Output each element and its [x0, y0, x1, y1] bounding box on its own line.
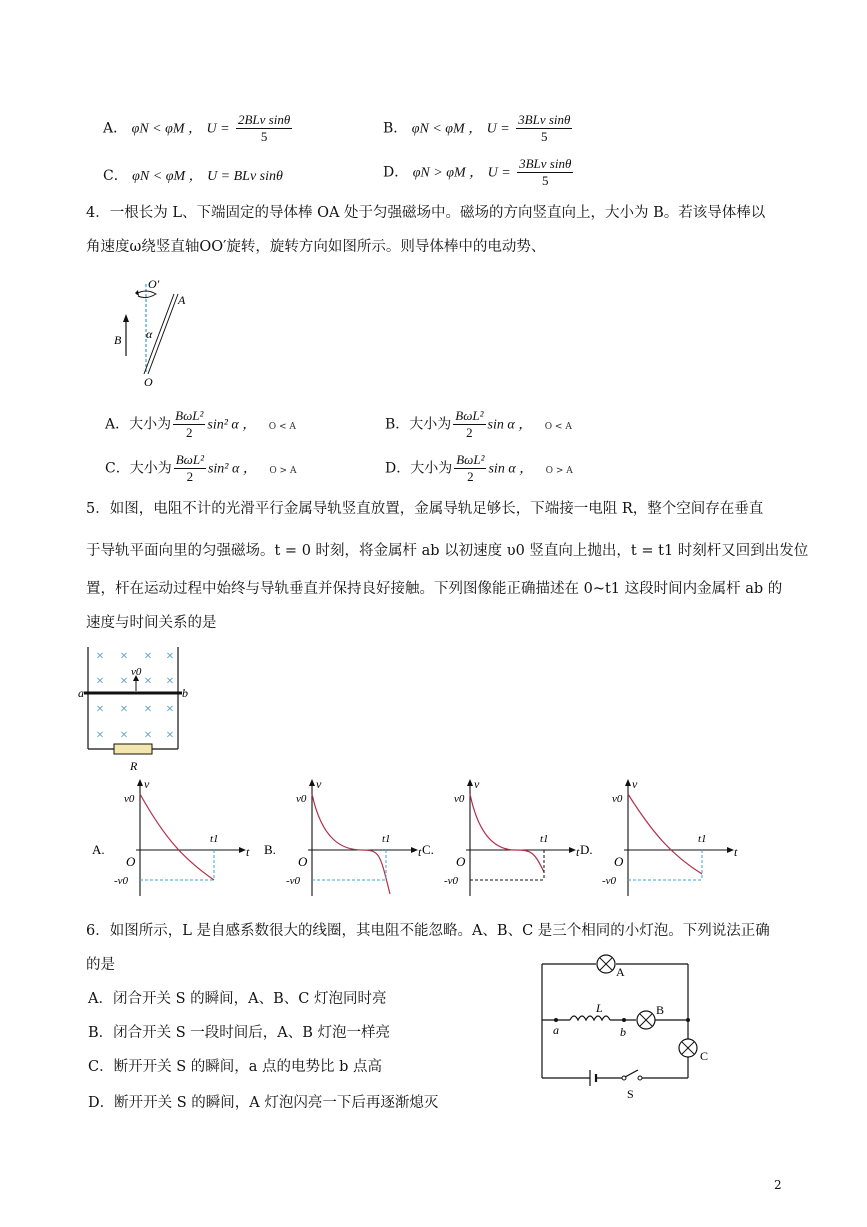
label-alpha: α [146, 327, 153, 341]
svg-text:×: × [96, 702, 104, 717]
velocity-curve [628, 794, 702, 874]
q6-option-c[interactable]: C．断开开关 S 的瞬间，a 点的电势比 b 点高 [88, 1059, 382, 1075]
q6-stem-line1: 6．如图所示，L 是自感系数很大的线圈，其电阻不能忽略。A、B、C 是三个相同的小灯泡。下列说法正确 [86, 923, 770, 939]
q6-option-a[interactable]: A．闭合开关 S 的瞬间，A、B、C 灯泡同时亮 [88, 991, 387, 1007]
label-v: v [474, 777, 480, 791]
label-neg-v0: -v0 [114, 875, 129, 887]
q3-option-d[interactable]: D． φN > φM ， U = $\frac{\text{3BLv sinθ}}{5}$ [383, 156, 572, 188]
q5-rail-figure [78, 643, 188, 773]
svg-text:×: × [166, 649, 174, 664]
velocity-curve [470, 794, 544, 872]
graph-option-label: D. [580, 842, 593, 857]
t-axis-arrow-icon [569, 847, 576, 853]
svg-text:×: × [96, 649, 104, 664]
label-origin: O [614, 854, 624, 869]
label-t1: t1 [382, 833, 391, 845]
label-node-a: a [553, 1023, 559, 1037]
fraction: $\frac{\text{BωL²}}{2}$ [456, 452, 485, 484]
q5-stem-line3: 置，杆在运动过程中始终与导轨垂直并保持良好接触。下列图像能正确描述在 0~t1 这段时间内金属杆 ab 的 [86, 581, 783, 597]
v-axis-arrow-icon [309, 779, 315, 786]
v-axis-arrow-icon [625, 779, 631, 786]
q4-stem-line1: 4．一根长为 L、下端固定的导体棒 OA 处于匀强磁场中。磁场的方向竖直向上，大小为 B。若该导体棒以 [86, 205, 766, 221]
velocity-curve [140, 794, 214, 880]
v-axis-arrow-icon [137, 779, 143, 786]
label-r: R [130, 759, 138, 773]
graph-option-label: B. [264, 842, 276, 857]
label-node-b: b [620, 1025, 626, 1039]
q3-option-a[interactable]: A． φN < φM ， U = $\frac{\text{2BLv sinθ}}{5}$ [103, 112, 291, 144]
q4-option-b[interactable]: B．大小为 $\frac{\text{BωL²}}{2}$ sin α ， O < A [385, 408, 572, 440]
q6-stem-line2: 的是 [86, 957, 115, 973]
q4-option-c[interactable]: C．大小为 $\frac{\text{BωL²}}{2}$ sin² α ， O > A [105, 452, 297, 484]
label-bulb-a: A [616, 965, 625, 979]
field-crosses [96, 649, 174, 743]
resistor [114, 744, 152, 754]
fraction: $\frac{\text{BωL²}}{2}$ [455, 408, 484, 440]
label-neg-v0: -v0 [286, 875, 301, 887]
q6-circuit [530, 950, 720, 1110]
svg-text:×: × [120, 649, 128, 664]
q4-stem-line2: 角速度ω绕竖直轴OO′旋转，旋转方向如图所示。则导体棒中的电动势、 [86, 239, 546, 255]
label-b: B [114, 333, 122, 347]
node-a [554, 1018, 558, 1022]
label-bulb-c: C [700, 1049, 709, 1063]
label-t1: t1 [698, 833, 707, 845]
label-neg-v0: -v0 [444, 875, 459, 887]
svg-text:×: × [144, 674, 152, 689]
label-b: b [182, 686, 188, 700]
label-switch: S [627, 1087, 634, 1101]
v-axis-arrow-icon [467, 779, 473, 786]
bulb-a-icon [597, 955, 615, 973]
field-arrowhead-icon [123, 314, 129, 322]
label-v0: v0 [296, 793, 307, 805]
q3-option-b[interactable]: B． φN < φM ， U = $\frac{\text{3BLv sinθ}}{5}$ [383, 112, 571, 144]
graph-option-label: A. [92, 842, 105, 857]
inductor-coil [570, 1016, 610, 1020]
t-axis-arrow-icon [727, 847, 734, 853]
label-v: v [144, 777, 150, 791]
q6-option-b[interactable]: B．闭合开关 S 一段时间后，A、B 灯泡一样亮 [88, 1025, 391, 1041]
fraction: $\frac{\text{BωL²}}{2}$ [175, 452, 204, 484]
svg-text:×: × [120, 728, 128, 743]
label-t: t [246, 845, 250, 859]
label-origin: O [298, 854, 308, 869]
q4-figure [108, 276, 198, 391]
label-o: O [144, 375, 153, 389]
svg-text:×: × [96, 728, 104, 743]
bulb-b-icon [637, 1011, 655, 1029]
q5-graph-a[interactable] [90, 776, 250, 910]
q5-stem-line4: 速度与时间关系的是 [86, 615, 217, 631]
q5-graph-c[interactable] [420, 776, 580, 910]
q4-option-a[interactable]: A．大小为 $\frac{\text{BωL²}}{2}$ sin² α ， O < A [105, 408, 296, 440]
svg-text:×: × [144, 702, 152, 717]
label-a: A [178, 293, 186, 307]
node-b [622, 1018, 626, 1022]
rotation-arrowhead-icon [135, 290, 139, 296]
label-v: v [316, 777, 322, 791]
graph-option-label: C. [422, 842, 434, 857]
q3-option-c[interactable]: C． φN < φM ， U = BLv sinθ [103, 168, 283, 184]
label-neg-v0: -v0 [602, 875, 617, 887]
label-v: v [632, 777, 638, 791]
svg-text:×: × [166, 702, 174, 717]
label-v0: v0 [124, 793, 135, 805]
q5-graph-d[interactable] [578, 776, 738, 910]
page-number: 2 [774, 1178, 782, 1192]
velocity-curve [312, 794, 390, 894]
label-origin: O [456, 854, 466, 869]
svg-text:×: × [120, 674, 128, 689]
label-o-prime: O′ [148, 277, 160, 291]
q6-option-d[interactable]: D．断开开关 S 的瞬间，A 灯泡闪亮一下后再逐渐熄灭 [88, 1095, 439, 1111]
fraction: $\frac{\text{BωL²}}{2}$ [175, 408, 204, 440]
svg-text:×: × [120, 702, 128, 717]
label-v0: v0 [612, 793, 623, 805]
svg-text:×: × [144, 728, 152, 743]
label-inductor: L [596, 1001, 603, 1015]
label-origin: O [126, 854, 136, 869]
label-t: t [576, 845, 580, 859]
t-axis-arrow-icon [411, 847, 418, 853]
label-t: t [418, 845, 422, 859]
svg-text:×: × [144, 649, 152, 664]
q5-stem-line2: 于导轨平面向里的匀强磁场。t = 0 时刻，将金属杆 ab 以初速度 υ0 竖直向上抛出，t = t1 时刻杆又回到出发位 [86, 543, 809, 559]
q5-graph-b[interactable] [262, 776, 422, 910]
label-a: a [78, 686, 84, 700]
fraction: $\frac{\text{3BLv sinθ}}{5}$ [519, 156, 572, 188]
t-axis-arrow-icon [239, 847, 246, 853]
rod-edge [148, 294, 178, 374]
fraction: $\frac{\text{3BLv sinθ}}{5}$ [518, 112, 571, 144]
svg-text:×: × [166, 674, 174, 689]
svg-text:×: × [96, 674, 104, 689]
label-t: t [734, 845, 738, 859]
label-bulb-b: B [656, 1003, 665, 1017]
label-t1: t1 [210, 833, 219, 845]
label-v0: v0 [454, 793, 465, 805]
q5-stem-line1: 5．如图，电阻不计的光滑平行金属导轨竖直放置，金属导轨足够长，下端接一电阻 R，整个空间存在垂直 [86, 501, 764, 517]
q4-option-d[interactable]: D．大小为 $\frac{\text{BωL²}}{2}$ sin α ， O > A [385, 452, 573, 484]
svg-text:×: × [166, 728, 174, 743]
bulb-c-icon [679, 1039, 697, 1057]
label-v0: v0 [131, 666, 142, 678]
label-t1: t1 [540, 833, 549, 845]
fraction: $\frac{\text{2BLv sinθ}}{5}$ [237, 112, 291, 144]
